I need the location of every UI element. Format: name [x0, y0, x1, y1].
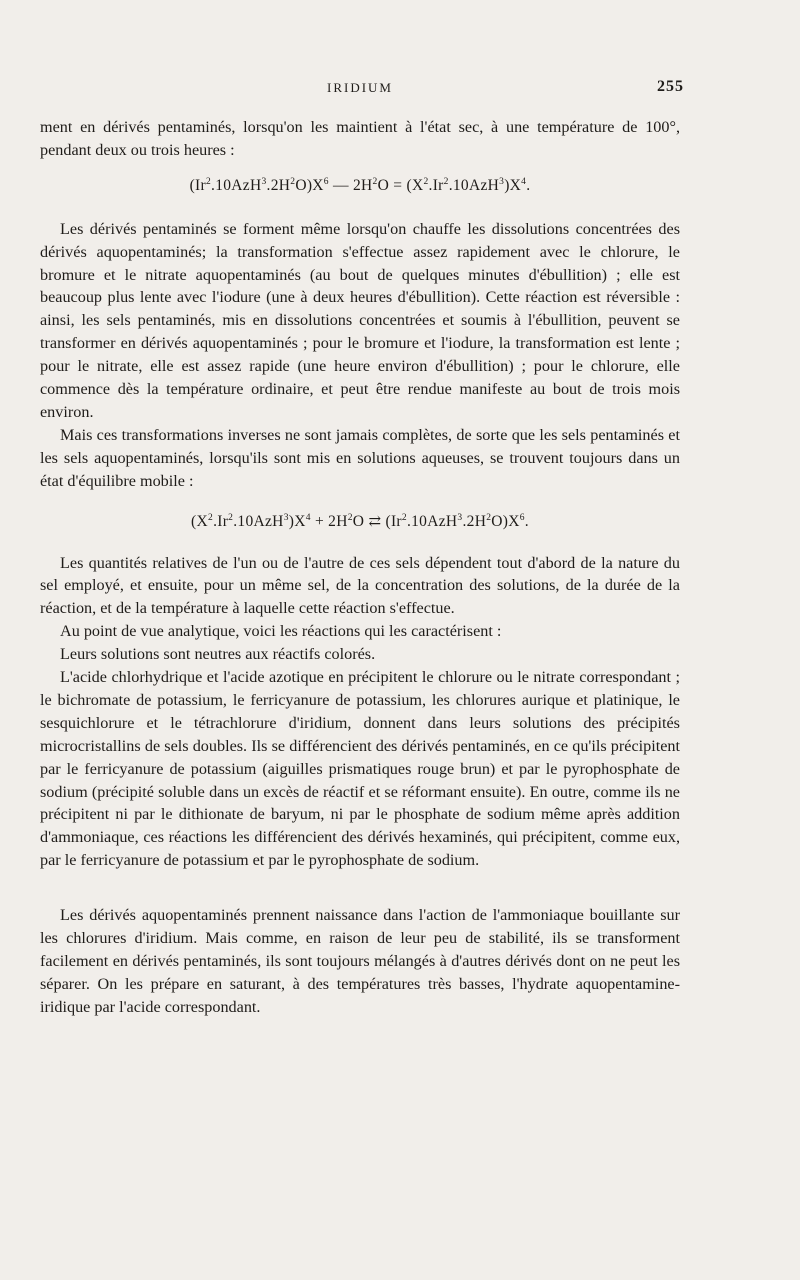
paragraph-4: Les quantités relatives de l'un ou de l'autre de ces sels dépendent tout d'abord de la nature du sel employé, et ensuite, pour un même sel, de la concentration des solutions, de la durée de la réaction, et de la température à laquelle cette réaction s'effectue. [40, 553, 680, 618]
paragraph-7: L'acide chlorhydrique et l'acide azotique en précipitent le chlorure ou le nitrate correspondant ; le bichromate de potassium, le ferricyanure de potassium, les chlorures aurique et platinique, le sesquichlorure et le tétrachlorure d'iridium, donnent dans leurs solutions des précipités microcristallins de sels doubles. Ils se différencient des dérivés pentaminés, en ce qu'ils précipitent par le ferricyanure de potassium (aiguilles prismatiques rouge brun) et par le pyrophosphate de sodium (précipité soluble dans un excès de réactif et se réformant ensuite). En outre, comme ils ne précipitent ni par le dithionate de baryum, ni par le phosphate de sodium même après addition d'ammoniaque, ces réactions les différencient des dérivés hexaminés, qui précipitent, comme eux, par le ferricyanure de potassium et par le pyrophosphate de sodium. [40, 668, 680, 870]
paragraph-3: Mais ces transformations inverses ne sont jamais complètes, de sorte que les sels pentaminés et les sels aquopentaminés, lorsqu'ils sont mis en solutions aqueuses, se trouvent toujours dans un état d'équilibre mobile : [40, 425, 680, 490]
formula-equilibrium: $(X^2.Ir^2.10AzH^3)X^4 + 2H^2O$ ⇄ $(Ir^2.10AzH^3.2H^2O)X^6$. [191, 512, 529, 530]
equilibrium-arrow-icon: ⇄ [368, 513, 382, 530]
paragraph-2: Les dérivés pentaminés se forment même lorsqu'on chauffe les dissolutions concentrées des dérivés aquopentaminés; la transformation s'effectue assez rapidement avec le chlorure, le bromure et le nitrate aquopentaminés (au bout de quelques minutes d'ébullition) ; elle est beaucoup plus lente avec l'iodure (une à deux heures d'ébullition). Cette réaction est réversible : ainsi, les sels pentaminés, mis en dissolutions concentrées et soumis à l'ébullition, peuvent se transformer en dérivés aquopentaminés ; pour le bromure et l'iodure, la transformation est lente ; pour le nitrate, elle est assez rapide (une heure environ d'ébullition) ; pour le chlorure, elle commence dès la température ordinaire, et peut être rendue manifeste au bout de trois mois environ. [40, 219, 680, 421]
paragraph-6: Leurs solutions sont neutres aux réactifs colorés. [60, 645, 376, 664]
running-head-title: IRIDIUM [327, 80, 393, 95]
formula-dehydration: $(Ir^2.10AzH^3.2H^2O)X^6$ — $2H^2O = (X^2.Ir^2.10AzH^3)X^4$. [189, 176, 531, 194]
paragraph-1: ment en dérivés pentaminés, lorsqu'on les maintient à l'état sec, à une température de 100°, pendant deux ou trois heures : [40, 118, 680, 159]
paragraph-5: Au point de vue analytique, voici les réactions qui les caractérisent : [60, 622, 502, 641]
section-gap [40, 872, 680, 904]
running-head [40, 76, 684, 100]
paragraph-8: Les dérivés aquopentaminés prennent naissance dans l'action de l'ammoniaque bouillante sur les chlorures d'iridium. Mais comme, en raison de leur peu de stabilité, ils se transforment facilement en dérivés pentaminés, ils sont toujours mélangés à d'autres dérivés dont on ne peut les séparer. On les prépare en saturant, à des températures très basses, l'hydrate aquopentamine-iridique par l'acide correspondant. [40, 906, 680, 1016]
page-number: 255 [657, 78, 684, 95]
page-body [40, 116, 680, 1019]
